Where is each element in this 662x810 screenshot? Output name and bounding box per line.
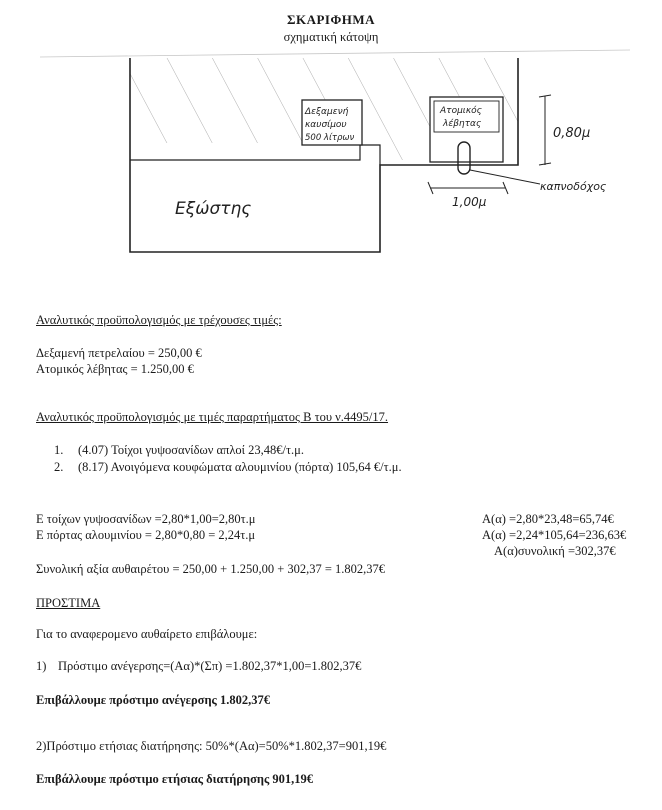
total-value-line: Συνολική αξία αυθαιρέτου = 250,00 + 1.250,00 + 302,37 = 1.802,37€ [36,562,386,576]
fine-item-2: 2)Πρόστιμο ετήσιας διατήρησης: 50%*(Αα)=50%*1.802,37=901,19€ [36,739,387,753]
budget-current-heading: Αναλυτικός προϋπολογισμός με τρέχουσες τιμές: [36,313,282,327]
tank-label-1: Δεξαμενή [305,107,349,117]
dim-width-label: 1,00μ [452,195,487,209]
calc-left-line: Ε πόρτας αλουμινίου = 2,80*0,80 = 2,24τ.μ [36,528,256,542]
list-item-number: 1. [54,443,64,457]
fine-conclusion-2: Επιβάλλουμε πρόστιμο ετήσιας διατήρησης 901,19€ [36,772,314,786]
list-item: (8.17) Ανοιγόμενα κουφώματα αλουμινίου (πόρτα) 105,64 €/τ.μ. [78,460,402,474]
page-title: ΣΚΑΡΙΦΗΜΑ [286,12,376,27]
calc-right-line: Α(α) =2,80*23,48=65,74€ [482,512,614,526]
tank-label-2: καυσίμου [305,120,347,130]
budget-current-item: Ατομικός λέβητας = 1.250,00 € [36,362,194,376]
boiler-label-1: Ατομικός [440,106,482,116]
list-item: (4.07) Τοίχοι γυψοσανίδων απλοί 23,48€/τ.μ. [78,443,304,457]
calc-right-total: Α(α)συνολική =302,37€ [494,544,616,558]
calc-right-line: Α(α) =2,24*105,64=236,63€ [482,528,627,542]
budget-current-item: Δεξαμενή πετρελαίου = 250,00 € [36,346,202,360]
floor-plan-sketch [0,0,662,300]
dim-height-label: 0,80μ [553,126,591,141]
page-subtitle: σχηματική κάτοψη [283,30,379,44]
boiler-label-2: λέβητας [443,119,482,129]
top-faint-line [40,50,630,57]
fine-item-number: 1) [36,659,47,673]
chimney-pointer [470,170,540,184]
inner-wall [130,145,380,165]
calc-left-line: Ε τοίχων γυψοσανίδων =2,80*1,00=2,80τ.μ [36,512,256,526]
fines-heading: ΠΡΟΣΤΙΜΑ [36,596,101,610]
balcony-label: Εξώστης [175,199,252,219]
fine-item-1: Πρόστιμο ανέγερσης=(Αα)*(Σπ) =1.802,37*1,00=1.802,37€ [58,659,362,673]
fine-conclusion-1: Επιβάλλουμε πρόστιμο ανέγερσης 1.802,37€ [36,693,270,707]
tank-label-3: 500 λίτρων [305,133,355,143]
chimney-label: καπνοδόχος [540,180,607,193]
budget-annex-heading: Αναλυτικός προϋπολογισμός με τιμές παραρτήματος Β του ν.4495/17. [36,410,389,424]
fines-intro: Για το αναφερομενο αυθαίρετο επιβάλουμε: [36,627,258,641]
list-item-number: 2. [54,460,64,474]
